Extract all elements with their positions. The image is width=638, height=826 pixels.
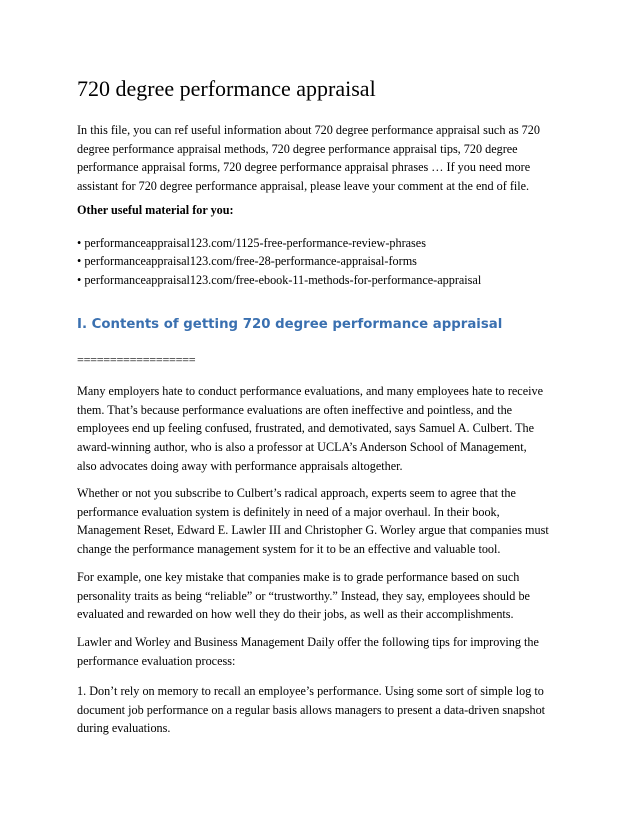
paragraph-line: evaluated and rewarded on how well they do their jobs, as well as their accomplishments. [77, 607, 514, 622]
section-heading: I. Contents of getting 720 degree performance appraisal [77, 317, 503, 332]
paragraph-line: change the performance management system for it to be an effective and valuable tool. [77, 542, 501, 557]
paragraph-tips-intro [77, 633, 563, 670]
useful-link-item[interactable]: • performanceappraisal123.com/1125-free-performance-review-phrases [77, 236, 426, 250]
intro-line: assistant for 720 degree performance appraisal, please leave your comment at the end of file. [77, 179, 530, 194]
paragraph-line: Management Reset, Edward E. Lawler III and Christopher G. Worley argue that companies must [77, 523, 549, 538]
paragraph-line: Many employers hate to conduct performance evaluations, and many employees hate to receive [77, 384, 543, 398]
intro-line: In this file, you can ref useful information about 720 degree performance appraisal such as 720 [77, 123, 540, 137]
useful-links-list [77, 234, 481, 289]
separator-line: ================== [77, 353, 196, 367]
paragraph-line: also advocates doing away with performance appraisals altogether. [77, 458, 403, 473]
paragraph-line: during evaluations. [77, 721, 171, 736]
paragraph-line: performance evaluation system is definitely in need of a major overhaul. In their book, [77, 504, 500, 519]
intro-line: performance appraisal forms, 720 degree performance appraisal phrases … If you need more [77, 160, 531, 175]
paragraph-employers [77, 382, 563, 476]
other-material-heading: Other useful material for you: [77, 203, 234, 217]
paragraph-line: document job performance on a regular basis allows managers to present a data-driven snapshot [77, 702, 546, 717]
paragraph-line: performance evaluation process: [77, 653, 236, 668]
paragraph-example [77, 568, 563, 624]
useful-link-item[interactable]: • performanceappraisal123.com/free-28-performance-appraisal-forms [77, 254, 417, 269]
paragraph-line: For example, one key mistake that companies make is to grade performance based on such [77, 570, 520, 584]
document-title: 720 degree performance appraisal [77, 76, 376, 101]
paragraph-culbert [77, 484, 563, 559]
paragraph-line: award-winning author, who is also a professor at UCLA’s Anderson School of Management, [77, 440, 527, 455]
useful-link-item[interactable]: • performanceappraisal123.com/free-ebook-11-methods-for-performance-appraisal [77, 272, 482, 287]
paragraph-line: Lawler and Worley and Business Management Daily offer the following tips for improving the [77, 635, 539, 649]
paragraph-line: them. That’s because performance evaluations are often ineffective and pointless, and the [77, 402, 513, 417]
paragraph-line: 1. Don’t rely on memory to recall an employee’s performance. Using some sort of simple log to [77, 684, 544, 698]
intro-line: degree performance appraisal methods, 720 degree performance appraisal tips, 720 degree [77, 141, 518, 156]
paragraph-tip-1 [77, 682, 563, 738]
paragraph-line: Whether or not you subscribe to Culbert’s radical approach, experts seem to agree that the [77, 486, 516, 500]
paragraph-line: personality traits as being “reliable” or “trustworthy.” Instead, they say, employees should be [77, 588, 530, 603]
paragraph-line: employees end up feeling confused, frustrated, and demotivated, says Samuel A. Culbert. The [77, 421, 535, 436]
intro-paragraph [77, 121, 563, 196]
